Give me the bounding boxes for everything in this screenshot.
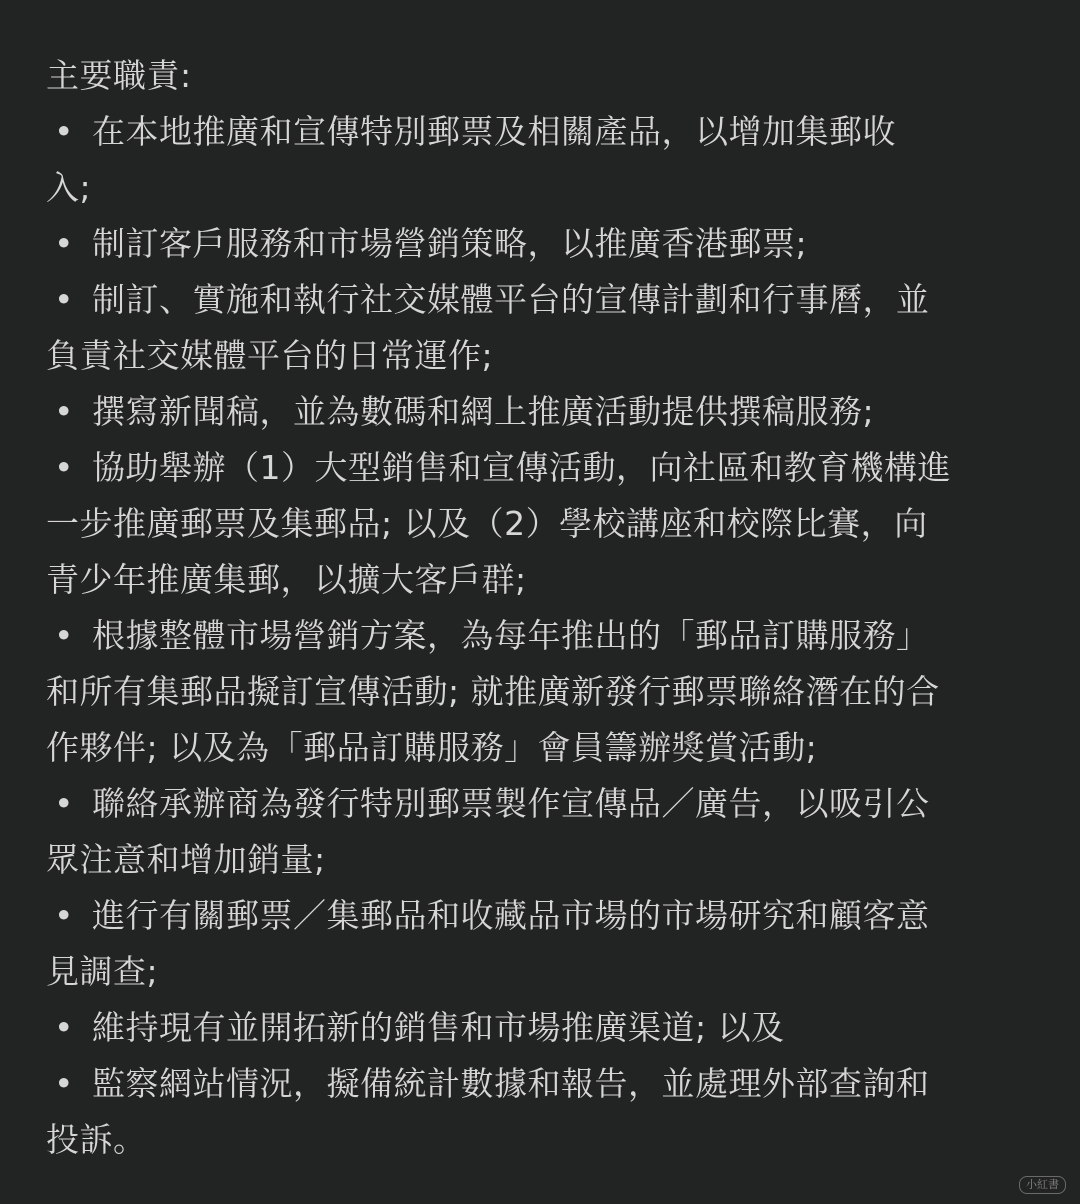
list-item-text: 進行有關郵票／集郵品和收藏品市場的市場研究和顧客意 [92,896,930,935]
list-item-text: 入; [46,168,92,207]
bullet-icon: • [54,616,74,655]
responsibilities-list [46,104,1046,1168]
list-item [46,776,1046,832]
list-item-continuation [46,552,1046,608]
list-item-text: 作夥伴; 以及為「郵品訂購服務」會員籌辦獎賞活動; [46,728,818,767]
bullet-icon: • [54,280,74,319]
bullet-icon: • [54,896,74,935]
bullet-icon: • [54,1008,74,1047]
list-item-text: 負責社交媒體平台的日常運作; [46,336,494,375]
bullet-icon: • [54,224,74,263]
list-item-text: 青少年推廣集郵，以擴大客戶群; [46,560,527,599]
list-item-text: 監察網站情況，擬備統計數據和報告，並處理外部查詢和 [92,1064,930,1103]
list-item [46,216,1046,272]
list-item-continuation [46,944,1046,1000]
list-item-text: 制訂、實施和執行社交媒體平台的宣傳計劃和行事曆，並 [92,280,930,319]
list-item [46,384,1046,440]
list-item-continuation [46,496,1046,552]
watermark-logo: 小紅書 [1019,1176,1066,1194]
list-item-text: 眾注意和增加銷量; [46,840,326,879]
list-item [46,888,1046,944]
document-body [46,48,1046,1168]
list-item-text: 制訂客戶服務和市場營銷策略，以推廣香港郵票; [92,224,808,263]
list-item [46,440,1046,496]
list-item-text: 維持現有並開拓新的銷售和市場推廣渠道; 以及 [92,1008,785,1047]
list-item [46,608,1046,664]
list-item-continuation [46,664,1046,720]
list-item-text: 撰寫新聞稿，並為數碼和網上推廣活動提供撰稿服務; [92,392,875,431]
bullet-icon: • [54,1064,74,1103]
list-item-continuation [46,1112,1046,1168]
bullet-icon: • [54,112,74,151]
list-item-text: 投訴。 [46,1120,147,1159]
bullet-icon: • [54,392,74,431]
list-item [46,272,1046,328]
list-item-text: 在本地推廣和宣傳特別郵票及相關產品，以增加集郵收 [92,112,896,151]
list-item-continuation [46,832,1046,888]
list-item-continuation [46,328,1046,384]
list-item [46,1000,1046,1056]
list-item [46,1056,1046,1112]
list-item-text: 和所有集郵品擬訂宣傳活動; 就推廣新發行郵票聯絡潛在的合 [46,672,940,711]
list-item-continuation [46,720,1046,776]
list-item-text: 根據整體市場營銷方案，為每年推出的「郵品訂購服務」 [92,616,930,655]
bullet-icon: • [54,784,74,823]
list-item-text: 協助舉辦（1）大型銷售和宣傳活動，向社區和教育機構進 [92,448,951,487]
list-item [46,104,1046,160]
list-item-text: 聯絡承辦商為發行特別郵票製作宣傳品／廣告，以吸引公 [92,784,930,823]
section-heading: 主要職責: [46,56,192,95]
bullet-icon: • [54,448,74,487]
list-item-text: 見調查; [46,952,159,991]
list-item-continuation [46,160,1046,216]
list-item-text: 一步推廣郵票及集郵品; 以及（2）學校講座和校際比賽，向 [46,504,928,543]
